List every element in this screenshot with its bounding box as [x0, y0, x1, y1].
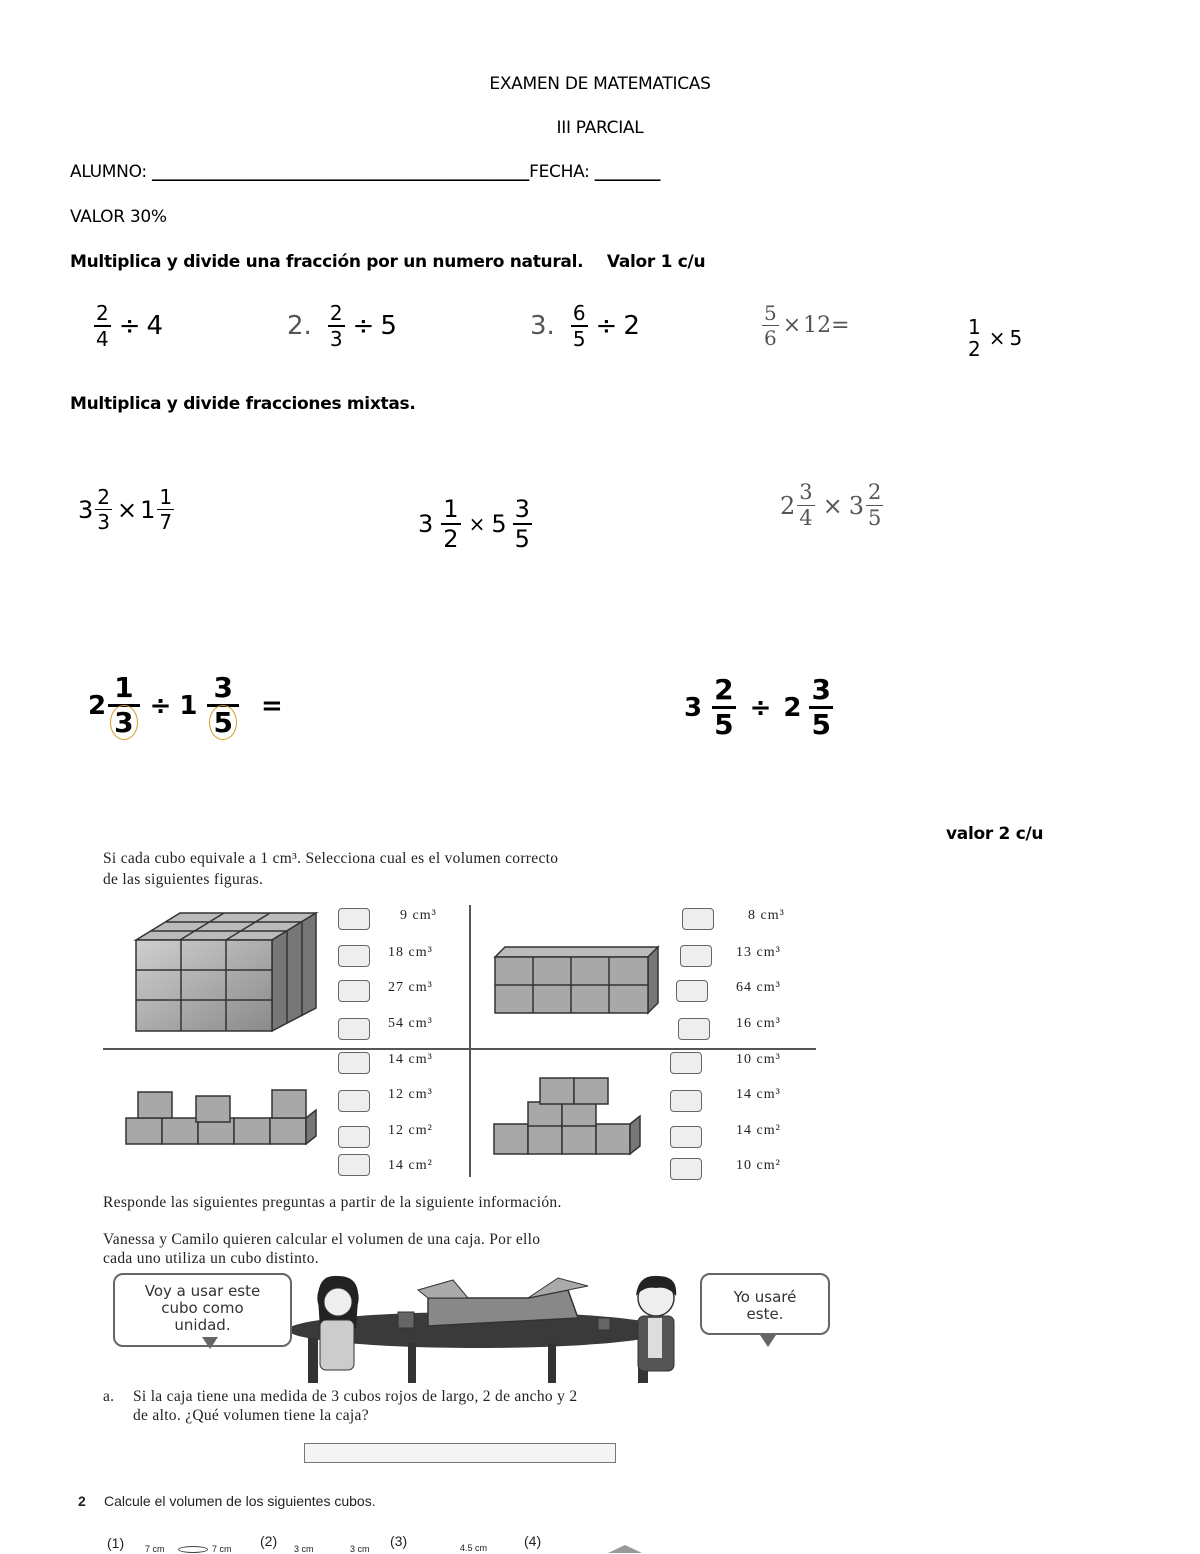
- s2-item-2-op: ×: [468, 512, 486, 536]
- option-tr-4: 16 cm³: [736, 1016, 781, 1031]
- s2-item-3: [780, 482, 885, 529]
- s2-item-4-d1: 3: [110, 705, 137, 740]
- s4-label-2: (2): [260, 1533, 278, 1549]
- option-tr-1: 8 cm³: [748, 908, 785, 923]
- s2-item-2-d1: 2: [443, 525, 459, 553]
- option-checkbox-tl-1[interactable]: [338, 908, 370, 930]
- s2-item-4-w1: 2: [88, 690, 107, 721]
- option-checkbox-br-3[interactable]: [670, 1126, 702, 1148]
- s2-item-5: [684, 673, 835, 741]
- s2-item-4-w2: 1: [179, 690, 198, 721]
- s2-item-1-op: ×: [117, 495, 138, 524]
- s3-story-2: cada uno utiliza un cubo distinto.: [103, 1250, 319, 1267]
- s2-item-1-n1: 2: [97, 485, 111, 509]
- figure-stair-blocks: [490, 1070, 650, 1160]
- exam-subtitle: III PARCIAL: [556, 118, 644, 138]
- s2-item-5-n2: 3: [811, 673, 831, 706]
- figure-flat-prism: [490, 935, 665, 1020]
- s2-item-4-d2: 5: [209, 705, 236, 740]
- option-br-2: 14 cm³: [736, 1087, 781, 1102]
- s4-dim-3: 3 cm: [294, 1544, 314, 1554]
- exam-title: EXAMEN DE MATEMATICAS: [489, 74, 711, 94]
- option-checkbox-tr-2[interactable]: [680, 945, 712, 967]
- option-tr-3: 64 cm³: [736, 980, 781, 995]
- s2-item-2-w2: 5: [491, 510, 507, 538]
- s4-label-1: (1): [107, 1535, 125, 1551]
- option-checkbox-bl-1[interactable]: [338, 1052, 370, 1074]
- s2-item-2-n1: 1: [443, 495, 459, 523]
- s4-dim-4: 3 cm: [350, 1544, 370, 1554]
- s2-item-4-eq: =: [260, 690, 283, 721]
- s2-item-3-n2: 2: [868, 480, 882, 504]
- s4-cube-1: [178, 1546, 208, 1553]
- s1-item-4-num: 5: [764, 301, 777, 325]
- fecha-label: FECHA:: [529, 162, 590, 182]
- s2-item-3-d1: 4: [799, 506, 813, 530]
- s2-item-5-w1: 3: [684, 692, 703, 723]
- option-checkbox-tr-1[interactable]: [682, 908, 714, 930]
- fecha-line[interactable]: ________: [594, 162, 661, 182]
- s1-item-3-prefix: 3.: [530, 311, 555, 341]
- s3-instruction-1: Si cada cubo equivale a 1 cm³. Selecciona cual es el volumen correcto: [103, 850, 559, 867]
- alumno-label: ALUMNO:: [70, 162, 147, 182]
- s2-item-3-n1: 3: [799, 480, 813, 504]
- student-row: [70, 162, 660, 182]
- s1-item-4: [760, 303, 850, 348]
- option-checkbox-tr-3[interactable]: [676, 980, 708, 1002]
- s4-label-4: (4): [524, 1533, 542, 1549]
- s4-dim-2: 7 cm: [212, 1544, 232, 1554]
- s2-item-5-op: ÷: [749, 692, 772, 723]
- option-br-4: 10 cm²: [736, 1158, 781, 1173]
- question-a-line-1: Si la caja tiene una medida de 3 cubos rojos de largo, 2 de ancho y 2: [133, 1388, 578, 1405]
- s1-item-4-op: ×: [782, 313, 802, 338]
- s2-item-2-n2: 3: [514, 495, 530, 523]
- s1-item-3-op: ÷: [595, 311, 618, 341]
- option-checkbox-br-4[interactable]: [670, 1158, 702, 1180]
- s1-item-2: [287, 303, 397, 349]
- s1-item-2-num: 2: [329, 301, 343, 325]
- speech-bubble-right: [700, 1273, 830, 1335]
- option-tl-3: 27 cm³: [388, 980, 433, 995]
- s2-item-1-w1: 3: [78, 495, 94, 524]
- s1-item-2-den: 3: [329, 327, 343, 351]
- option-checkbox-tr-4[interactable]: [678, 1018, 710, 1040]
- option-br-3: 14 cm²: [736, 1123, 781, 1138]
- option-checkbox-bl-2[interactable]: [338, 1090, 370, 1112]
- option-checkbox-tl-3[interactable]: [338, 980, 370, 1002]
- s3-story-1: Vanessa y Camilo quieren calcular el volumen de una caja. Por ello: [103, 1231, 541, 1248]
- s4-dim-5: 4.5 cm: [460, 1543, 488, 1553]
- s2-item-4-op: ÷: [149, 690, 172, 721]
- s2-item-3-op: ×: [822, 491, 843, 520]
- answer-box-a[interactable]: [304, 1443, 616, 1463]
- s1-item-5-n: 5: [1009, 326, 1023, 350]
- s2-item-5-d2: 5: [811, 708, 831, 741]
- speech-bubble-left: [113, 1273, 292, 1347]
- option-checkbox-tl-2[interactable]: [338, 945, 370, 967]
- s2-item-4: [88, 671, 283, 739]
- option-checkbox-tl-4[interactable]: [338, 1018, 370, 1040]
- option-bl-1: 14 cm³: [388, 1052, 433, 1067]
- s2-item-4-n2: 3: [213, 671, 233, 704]
- s2-item-4-n1: 1: [114, 671, 134, 704]
- s1-item-1-n: 4: [146, 311, 164, 341]
- s2-item-1-n2: 1: [159, 485, 173, 509]
- s2-item-2-d2: 5: [514, 525, 530, 553]
- s1-item-1-den: 4: [96, 327, 109, 351]
- bubble-left-line-2: cubo como: [161, 1299, 244, 1317]
- s1-item-5-den: 2: [968, 337, 981, 361]
- s1-item-3: [530, 303, 640, 349]
- s3-respond: Responde las siguientes preguntas a partir de la siguiente información.: [103, 1194, 562, 1211]
- bubble-right-line-2: este.: [746, 1305, 784, 1323]
- s2-item-2: [418, 497, 534, 551]
- option-checkbox-br-1[interactable]: [670, 1052, 702, 1074]
- option-tl-2: 18 cm³: [388, 945, 433, 960]
- option-bl-3: 12 cm²: [388, 1123, 433, 1138]
- s1-item-4-n: 12=: [803, 313, 850, 338]
- option-tr-2: 13 cm³: [736, 945, 781, 960]
- s4-dim-1: 7 cm: [145, 1544, 165, 1554]
- bubble-right-tail: [760, 1335, 776, 1347]
- s2-item-3-w1: 2: [780, 491, 796, 520]
- s1-item-2-n: 5: [380, 311, 397, 341]
- alumno-line[interactable]: ______________________________________________: [151, 162, 530, 182]
- s2-item-5-d1: 5: [714, 708, 734, 741]
- section1-instruction-row: [70, 252, 705, 272]
- s1-item-3-den: 5: [572, 327, 586, 351]
- figure-cube-27: [136, 913, 316, 1031]
- bubble-right-line-1: Yo usaré: [733, 1288, 797, 1306]
- s2-item-1-w2: 1: [140, 495, 156, 524]
- s3-instruction-2: de las siguientes figuras.: [103, 871, 264, 888]
- bubble-left-line-3: unidad.: [174, 1316, 231, 1334]
- s1-item-1-op: ÷: [118, 311, 141, 341]
- s1-item-5-num: 1: [968, 315, 981, 339]
- s1-item-5-op: ×: [988, 326, 1006, 350]
- s2-item-1-d1: 3: [97, 510, 111, 534]
- s1-item-2-prefix: 2.: [287, 311, 312, 341]
- option-checkbox-bl-3[interactable]: [338, 1126, 370, 1148]
- bubble-left-tail: [202, 1337, 218, 1349]
- s4-cube-4: [608, 1545, 642, 1553]
- s1-item-1: [92, 303, 163, 349]
- s2-item-3-w2: 3: [848, 491, 865, 520]
- total-value: VALOR 30%: [70, 207, 167, 227]
- s2-item-2-w1: 3: [418, 510, 434, 538]
- s2-item-1-d2: 7: [159, 510, 173, 534]
- s2-item-1: [78, 487, 176, 532]
- option-bl-2: 12 cm³: [388, 1087, 433, 1102]
- s1-item-4-den: 6: [764, 326, 777, 350]
- s4-instruction: Calcule el volumen de los siguientes cubos.: [104, 1493, 376, 1509]
- section3-value: valor 2 c/u: [946, 824, 1044, 844]
- s1-item-3-n: 2: [623, 311, 640, 341]
- s4-label-3: (3): [390, 1533, 408, 1549]
- option-checkbox-br-2[interactable]: [670, 1090, 702, 1112]
- section2-instruction: Multiplica y divide fracciones mixtas.: [70, 394, 416, 414]
- s2-item-3-d2: 5: [868, 506, 882, 530]
- section1-instruction: Multiplica y divide una fracción por un numero natural.: [70, 252, 584, 272]
- s2-item-5-n1: 2: [714, 673, 734, 706]
- option-bl-4: 14 cm²: [388, 1158, 433, 1173]
- question-a-line-2: de alto. ¿Qué volumen tiene la caja?: [133, 1407, 369, 1424]
- s1-item-3-num: 6: [572, 301, 586, 325]
- section1-value: Valor 1 c/u: [606, 252, 706, 272]
- option-tl-4: 54 cm³: [388, 1016, 433, 1031]
- s1-item-5: [968, 316, 1022, 360]
- vertical-divider: [469, 905, 471, 1177]
- s1-item-1-num: 2: [96, 301, 109, 325]
- figure-castle-blocks: [122, 1080, 322, 1150]
- bubble-left-line-1: Voy a usar este: [144, 1282, 261, 1300]
- s1-item-2-op: ÷: [352, 311, 375, 341]
- option-br-1: 10 cm³: [736, 1052, 781, 1067]
- s4-number: 2: [78, 1493, 86, 1509]
- question-a-label: a.: [103, 1388, 115, 1405]
- option-checkbox-bl-4[interactable]: [338, 1154, 370, 1176]
- option-tl-1: 9 cm³: [400, 908, 437, 923]
- s2-item-5-w2: 2: [783, 692, 802, 723]
